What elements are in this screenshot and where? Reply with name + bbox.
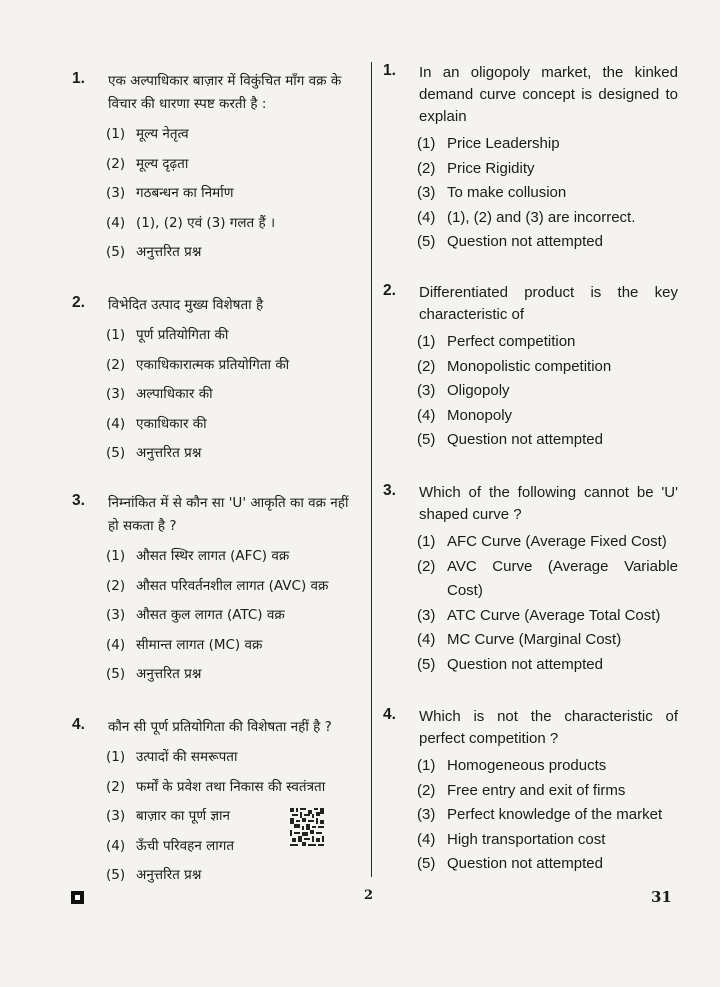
option-number: (4) <box>106 636 126 653</box>
option-number: (2) <box>417 557 436 575</box>
option-number: (1) <box>417 757 436 774</box>
question-number: 1. <box>72 70 85 87</box>
option-number: (2) <box>106 155 126 172</box>
option-text: Question not attempted <box>447 855 603 872</box>
question-block <box>383 282 678 453</box>
question-number: 4. <box>72 716 85 733</box>
question-text: निम्नांकित में से कौन सा 'U' आकृति का वक्र नहीं हो सकता है ? <box>108 495 349 534</box>
option-number: (4) <box>106 214 126 231</box>
option-item <box>106 631 362 661</box>
option-item <box>106 238 362 268</box>
option-number: (3) <box>106 607 126 623</box>
options-list <box>417 754 678 877</box>
question-number: 2. <box>383 282 396 299</box>
question-text: In an oligopoly market, the kinked demand curve concept is designed to explain <box>419 64 678 125</box>
option-number: (3) <box>106 808 126 824</box>
option-text: Oligopoly <box>447 382 510 399</box>
option-item <box>106 380 362 410</box>
option-text: औसत कुल लागत (ATC) वक्र <box>136 607 285 623</box>
option-text: Question not attempted <box>447 233 603 250</box>
option-item <box>417 428 678 453</box>
option-number: (5) <box>106 445 126 461</box>
option-item <box>417 330 678 355</box>
option-item <box>417 604 678 629</box>
option-item <box>106 660 362 690</box>
option-text: (1), (2) एवं (3) गलत हैं । <box>136 214 276 231</box>
option-item <box>417 379 678 404</box>
option-text: उत्पादों की समरूपता <box>136 749 238 765</box>
option-text: मूल्य नेतृत्व <box>136 126 189 142</box>
option-text: गठबन्धन का निर्माण <box>136 185 234 201</box>
option-item <box>106 743 362 773</box>
option-text: एकाधिकार की <box>136 415 207 432</box>
option-text: सीमान्त लागत (MC) वक्र <box>136 636 263 653</box>
question-number: 4. <box>383 706 396 723</box>
option-text: औसत परिवर्तनशील लागत (AVC) वक्र <box>136 577 329 594</box>
option-text: Homogeneous products <box>447 757 607 774</box>
option-number: (5) <box>417 855 436 872</box>
options-list <box>106 321 362 469</box>
option-number: (4) <box>417 830 436 848</box>
option-number: (5) <box>417 233 436 250</box>
option-item <box>417 803 678 828</box>
option-item <box>106 439 362 469</box>
option-number: (5) <box>417 655 436 673</box>
option-item <box>417 132 678 157</box>
option-text: Price Rigidity <box>447 159 535 177</box>
option-number: (1) <box>417 533 436 550</box>
option-number: (5) <box>106 244 126 260</box>
question-block <box>72 294 362 469</box>
option-item <box>417 181 678 206</box>
question-block <box>383 706 678 877</box>
option-number: (1) <box>417 333 436 350</box>
option-item <box>106 209 362 239</box>
option-number: (5) <box>106 666 126 682</box>
option-number: (1) <box>106 126 126 142</box>
option-text: High transportation cost <box>447 830 606 848</box>
option-number: (2) <box>106 356 126 373</box>
option-item <box>106 120 362 150</box>
qr-code-icon <box>290 808 324 846</box>
option-item <box>106 861 362 891</box>
option-number: (3) <box>417 184 436 201</box>
option-item <box>417 404 678 429</box>
option-item <box>106 601 362 631</box>
option-item <box>106 773 362 803</box>
question-text: Which is not the characteristic of perfect competition ? <box>419 708 678 747</box>
option-item <box>417 206 678 231</box>
option-text: औसत स्थिर लागत (AFC) वक्र <box>136 548 290 564</box>
option-text: Perfect knowledge of the market <box>447 806 663 823</box>
option-item <box>417 754 678 779</box>
registration-mark-icon <box>71 891 84 904</box>
option-text: To make collusion <box>447 184 567 201</box>
option-text: Question not attempted <box>447 655 603 673</box>
option-text: अनुत्तरित प्रश्न <box>136 244 202 260</box>
question-text: एक अल्पाधिकार बाज़ार में विकुंचित माँग वक्र के विचार की धारणा स्पष्ट करती है : <box>108 73 342 112</box>
option-number: (2) <box>417 159 436 177</box>
option-item <box>106 150 362 180</box>
question-text: विभेदित उत्पाद मुख्य विशेषता है <box>108 297 264 313</box>
option-item <box>106 321 362 351</box>
option-text: Price Leadership <box>447 135 560 152</box>
option-number: (1) <box>106 749 126 765</box>
option-item <box>417 555 678 604</box>
option-number: (4) <box>106 837 126 854</box>
option-number: (1) <box>417 135 436 152</box>
question-text: Which of the following cannot be 'U' shaped curve ? <box>419 484 678 523</box>
option-item <box>417 653 678 678</box>
option-text: AVC Curve (Average Variable Cost) <box>447 557 678 599</box>
option-text: अनुत्तरित प्रश्न <box>136 666 202 682</box>
option-number: (5) <box>106 867 126 883</box>
option-text: अनुत्तरित प्रश्न <box>136 445 202 461</box>
option-item <box>106 179 362 209</box>
question-block <box>383 62 678 255</box>
question-number: 1. <box>383 62 396 79</box>
options-list <box>417 330 678 453</box>
option-text: एकाधिकारात्मक प्रतियोगिता की <box>136 356 290 373</box>
option-item <box>417 852 678 877</box>
option-item <box>106 572 362 602</box>
option-number: (3) <box>417 606 436 624</box>
option-number: (1) <box>106 327 126 343</box>
page-number-right: 31 <box>651 888 672 906</box>
column-divider <box>371 62 372 877</box>
option-item <box>106 542 362 572</box>
question-block <box>72 492 362 690</box>
option-item <box>417 355 678 380</box>
option-item <box>106 351 362 381</box>
option-number: (4) <box>417 208 436 226</box>
option-number: (2) <box>417 357 436 375</box>
option-text: Question not attempted <box>447 431 603 448</box>
option-text: Perfect competition <box>447 333 576 350</box>
option-text: मूल्य दृढ़ता <box>136 155 189 172</box>
option-text: Free entry and exit of firms <box>447 781 626 799</box>
page-number-center: 2 <box>364 888 374 903</box>
option-text: फर्मों के प्रवेश तथा निकास की स्वतंत्रता <box>136 778 326 795</box>
option-number: (3) <box>106 386 126 402</box>
options-list <box>106 542 362 690</box>
option-number: (3) <box>106 185 126 201</box>
question-number: 3. <box>72 492 85 509</box>
option-text: अनुत्तरित प्रश्न <box>136 867 202 883</box>
option-number: (4) <box>417 406 436 424</box>
option-text: Monopolistic competition <box>447 357 612 375</box>
option-number: (4) <box>417 631 436 648</box>
option-text: पूर्ण प्रतियोगिता की <box>136 327 229 343</box>
option-number: (1) <box>106 548 126 564</box>
option-item <box>417 230 678 255</box>
option-number: (2) <box>106 577 126 594</box>
option-number: (2) <box>417 781 436 799</box>
option-number: (5) <box>417 431 436 448</box>
option-item <box>417 828 678 853</box>
option-text: Monopoly <box>447 406 513 424</box>
option-number: (2) <box>106 778 126 795</box>
option-number: (3) <box>417 382 436 399</box>
question-text: Differentiated product is the key characteristic of <box>419 284 678 323</box>
option-text: बाज़ार का पूर्ण ज्ञान <box>136 808 231 824</box>
option-text: अल्पाधिकार की <box>136 386 213 402</box>
option-item <box>417 157 678 182</box>
option-text: (1), (2) and (3) are incorrect. <box>447 208 636 226</box>
question-number: 2. <box>72 294 85 311</box>
options-list <box>417 132 678 255</box>
option-text: ATC Curve (Average Total Cost) <box>447 606 661 624</box>
question-text: कौन सी पूर्ण प्रतियोगिता की विशेषता नहीं है ? <box>108 719 332 735</box>
option-item <box>106 410 362 440</box>
option-item <box>417 628 678 653</box>
question-block <box>72 716 362 891</box>
option-item <box>417 779 678 804</box>
option-text: MC Curve (Marginal Cost) <box>447 631 622 648</box>
question-number: 3. <box>383 482 396 499</box>
option-text: AFC Curve (Average Fixed Cost) <box>447 533 667 550</box>
option-number: (4) <box>106 415 126 432</box>
options-list <box>106 120 362 268</box>
option-number: (3) <box>417 806 436 823</box>
option-text: ऊँची परिवहन लागत <box>136 837 235 854</box>
question-block <box>383 482 678 677</box>
option-item <box>417 530 678 555</box>
question-block <box>72 70 362 268</box>
options-list <box>417 530 678 677</box>
